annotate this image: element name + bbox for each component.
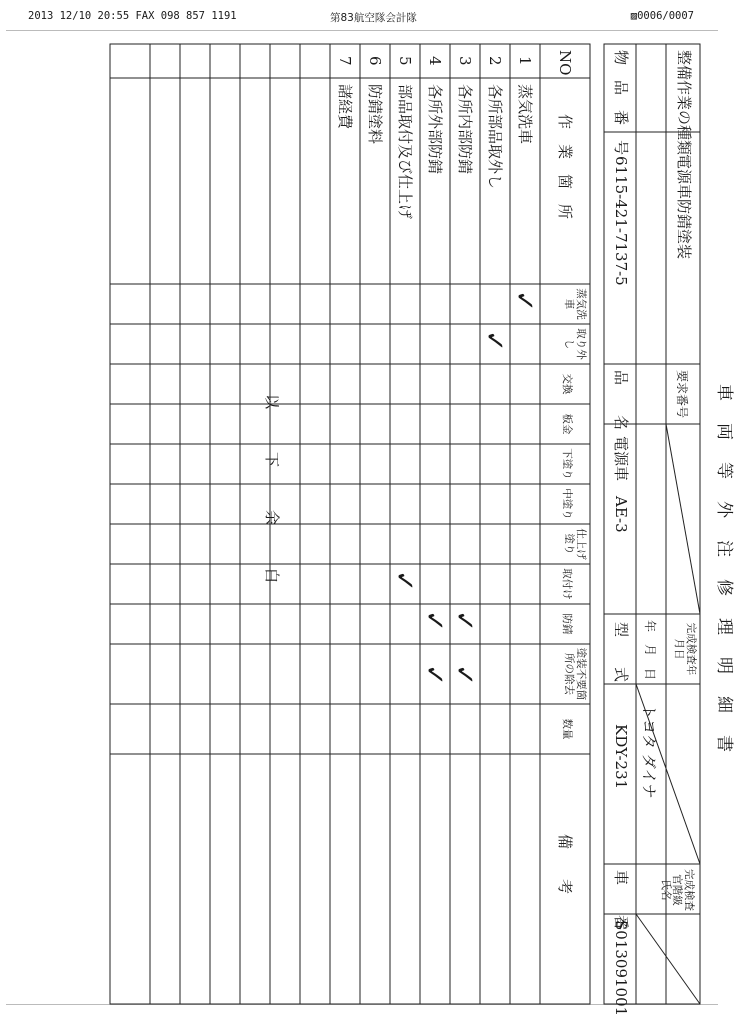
check-mark: ✓ <box>449 610 479 632</box>
completion-date-sub: 年 月 日 <box>643 620 657 681</box>
check-mark: ✓ <box>389 570 419 592</box>
document-title: 車両等外注修理明細書 <box>714 384 734 774</box>
row-no: 4 <box>426 56 444 66</box>
check-mark: ✓ <box>449 664 479 686</box>
completion-date-label: 完成検査年月日 <box>673 622 697 676</box>
col-header-midcoat: 中塗り <box>561 488 573 520</box>
col-header-work-place: 作 業 箇 所 <box>556 114 574 220</box>
vehicle-no-value: S013091001 <box>612 920 630 1017</box>
fax-page-counter: ▨0006/0007 <box>630 10 694 22</box>
work-type-value: 電源車防錆塗装 <box>675 154 693 260</box>
row-work-name: 蒸気洗車 <box>516 84 534 145</box>
col-header-quantity: 数量 <box>561 718 573 740</box>
item-no-value: 6115-421-7137-5 <box>612 156 630 286</box>
request-no-label: 要求番号 <box>675 370 689 419</box>
col-header-install: 取付け <box>561 568 573 600</box>
fax-org-name: 第83航空隊会計隊 <box>330 12 417 24</box>
col-header-removal: 取り外し <box>563 328 587 360</box>
check-mark: ✓ <box>479 330 509 352</box>
fax-header <box>0 10 724 26</box>
row-work-name: 各所内部防錆 <box>456 84 474 175</box>
model-value-maker: トヨタ ダイナ <box>640 704 658 799</box>
col-header-finish-coat: 仕上げ塗り <box>563 528 587 560</box>
item-name-value: 電源車 AE-3 <box>612 436 630 533</box>
check-mark: ✓ <box>509 290 539 312</box>
row-work-name: 諸経費 <box>336 84 354 130</box>
check-mark: ✓ <box>419 664 449 686</box>
row-no: 6 <box>366 56 384 66</box>
scan-line <box>6 30 718 31</box>
check-mark: ✓ <box>419 610 449 632</box>
model-value-code: KDY-231 <box>612 724 630 790</box>
vehicle-no-label: 車 番 <box>612 870 630 931</box>
inspector-label: 完成検査官階級 氏名 <box>659 869 695 917</box>
col-header-undercoat: 下塗り <box>561 448 573 480</box>
repair-form <box>110 44 734 1017</box>
row-work-name: 防錆塗料 <box>366 84 384 145</box>
row-work-name: 各所部品取外し <box>486 84 504 190</box>
col-header-unpainted-removal: 塗装不要箇所の除去 <box>563 647 587 701</box>
row-no: 7 <box>336 56 354 66</box>
col-header-sheet-metal: 板金 <box>561 413 573 435</box>
work-type-label: 整備作業の種類 <box>675 50 693 156</box>
row-no: 2 <box>486 56 504 66</box>
model-label: 型 式 <box>612 622 630 683</box>
row-no: 1 <box>516 56 534 66</box>
row-work-name: 各所外部防錆 <box>426 84 444 175</box>
col-header-remarks: 備 考 <box>556 834 574 895</box>
col-header-no: NO <box>556 50 574 76</box>
fax-sender-line: 2013 12/10 20:55 FAX 098 857 1191 <box>28 10 237 22</box>
row-no: 5 <box>396 56 414 66</box>
row-no: 3 <box>456 56 474 66</box>
item-no-label: 物 品 番 号 <box>612 50 630 156</box>
col-header-replace: 交換 <box>561 373 573 395</box>
remainder-note: 以 下 余 白 <box>263 394 281 598</box>
item-name-label: 品 名 <box>612 370 630 431</box>
col-header-rustproof: 防錆 <box>561 613 573 635</box>
row-work-name: 部品取付及び仕上げ <box>396 84 414 220</box>
col-header-steam-wash: 蒸気洗車 <box>563 288 587 320</box>
